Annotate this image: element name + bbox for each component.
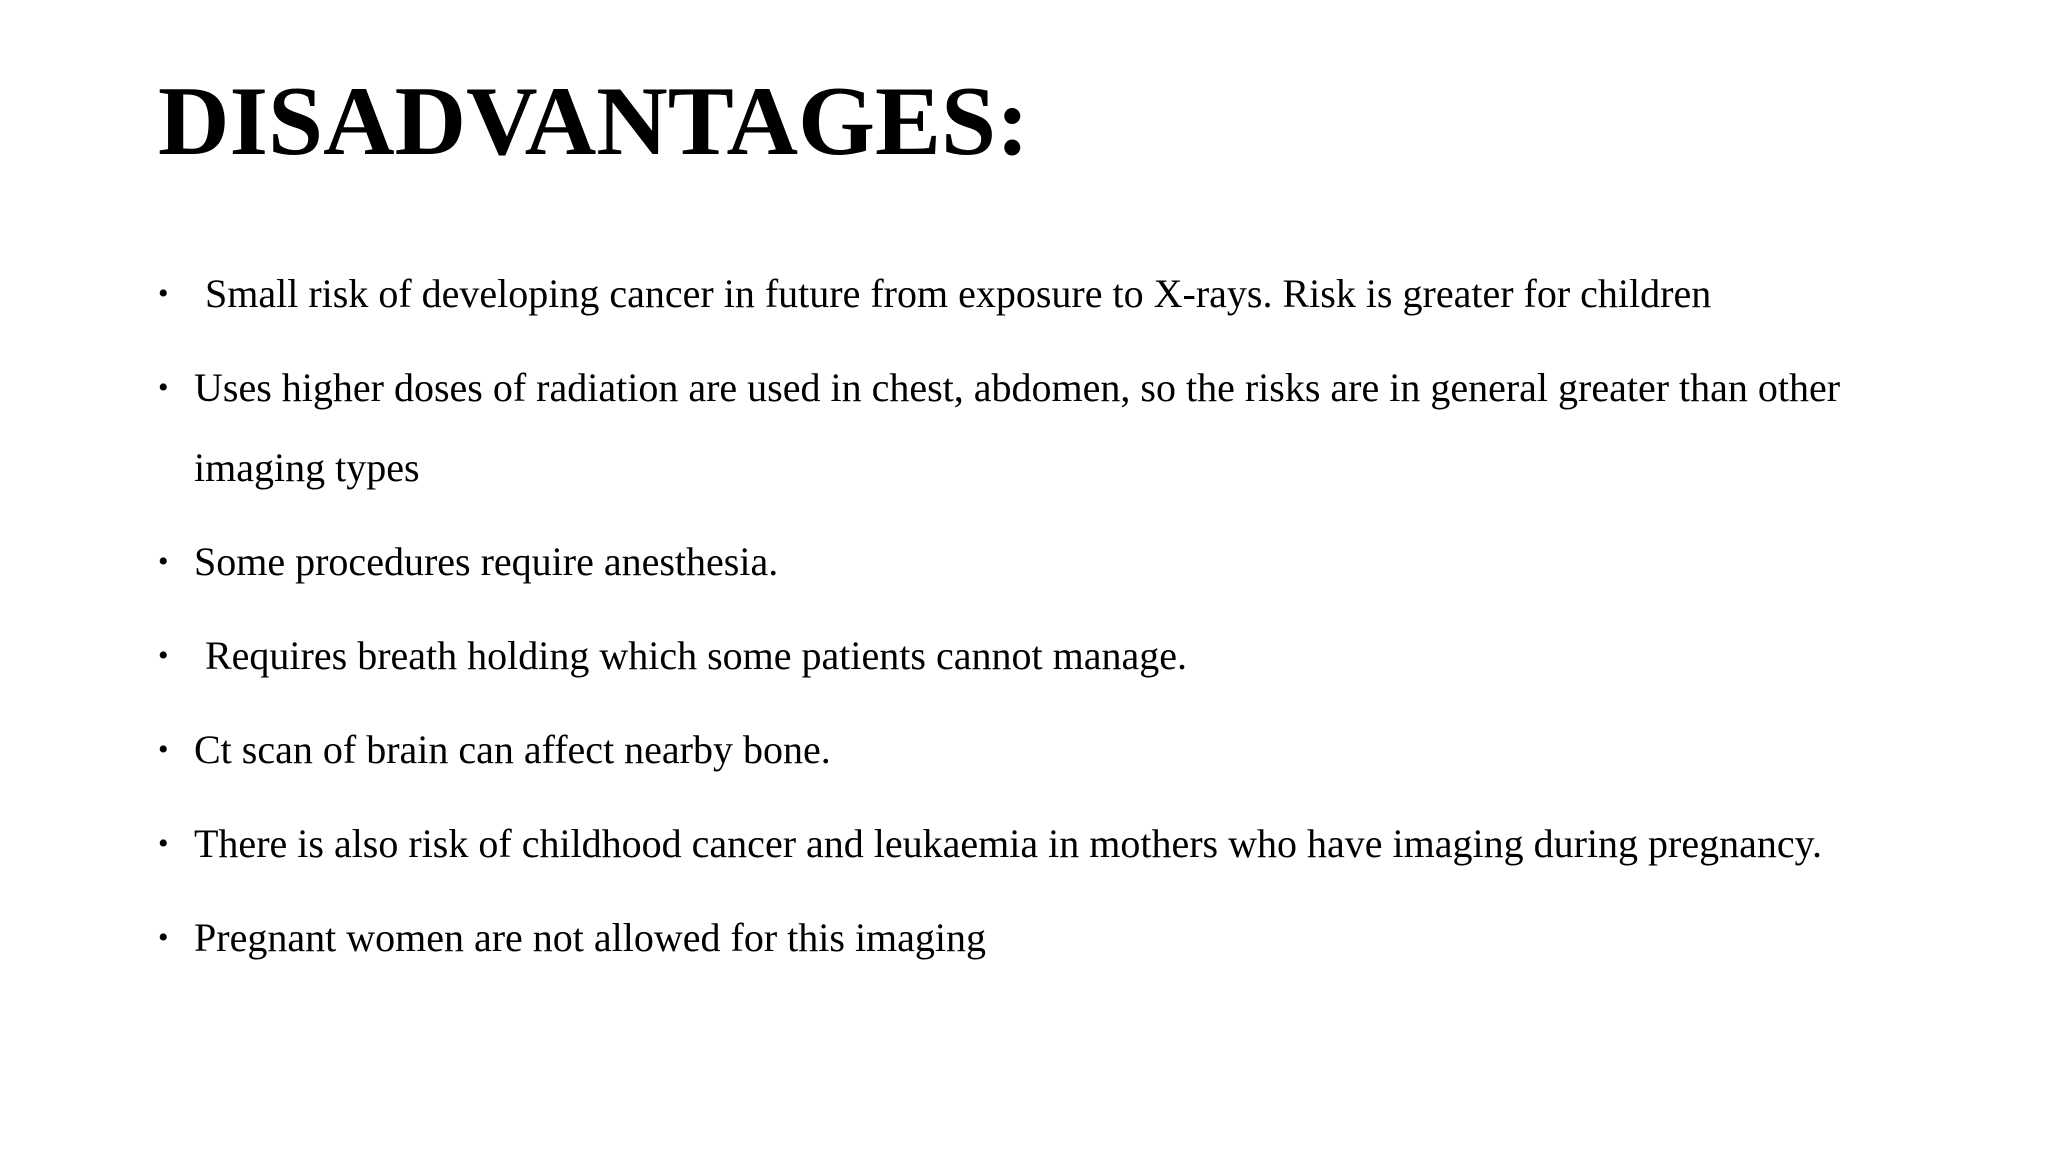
list-item	[158, 710, 1918, 790]
bullet-icon: •	[158, 921, 169, 954]
list-item	[158, 254, 1918, 334]
bullet-text: Pregnant women are not allowed for this imaging	[194, 915, 987, 960]
bullet-text: Uses higher doses of radiation are used in chest, abdomen, so the risks are in general greater than other imaging types	[194, 365, 1841, 490]
bullet-icon: •	[158, 277, 169, 310]
bullet-list	[158, 254, 1918, 992]
bullet-icon: •	[158, 827, 169, 860]
list-item	[158, 522, 1918, 602]
bullet-text: Ct scan of brain can affect nearby bone.	[194, 727, 831, 772]
bullet-text: There is also risk of childhood cancer and leukaemia in mothers who have imaging during pregnancy.	[194, 821, 1823, 866]
bullet-icon: •	[158, 371, 169, 404]
list-item	[158, 616, 1918, 696]
slide-title: DISADVANTAGES:	[158, 67, 1030, 176]
list-item	[158, 898, 1918, 978]
bullet-text: Some procedures require anesthesia.	[194, 539, 779, 584]
bullet-text: Requires breath holding which some patients cannot manage.	[205, 633, 1187, 678]
bullet-icon: •	[158, 639, 169, 672]
list-item	[158, 348, 1918, 508]
list-item	[158, 804, 1918, 884]
bullet-icon: •	[158, 733, 169, 766]
bullet-icon: •	[158, 545, 169, 578]
bullet-text: Small risk of developing cancer in future from exposure to X-rays. Risk is greater for children	[205, 271, 1712, 316]
